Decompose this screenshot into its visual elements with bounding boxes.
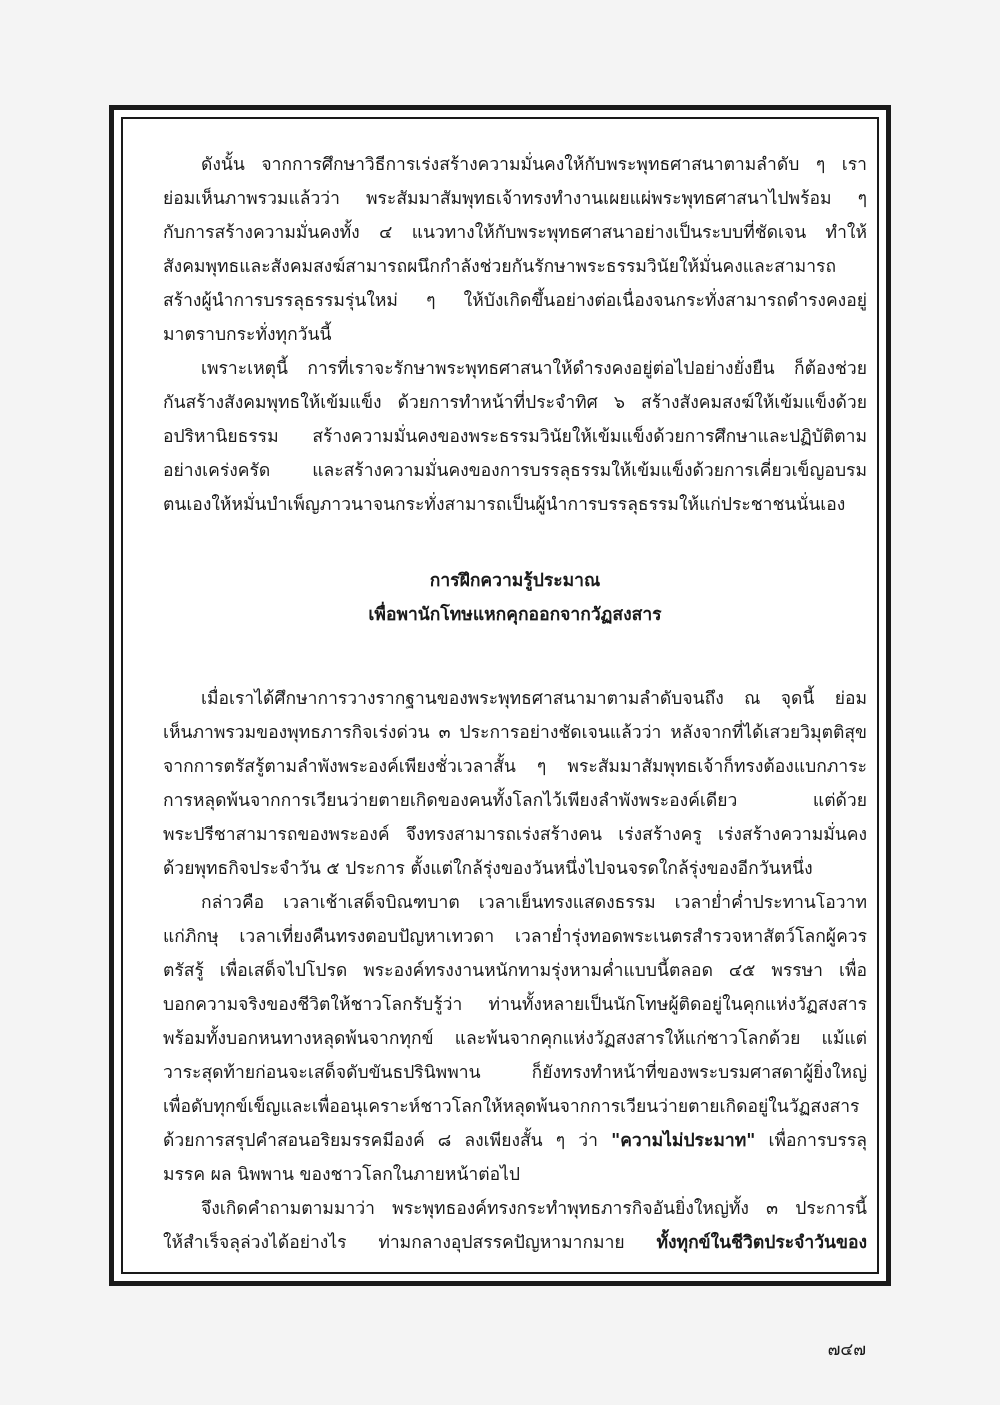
text-line: มรรค ผล นิพพาน ของชาวโลกในภายหน้าต่อไป <box>163 1165 521 1185</box>
text-line: กันสร้างสังคมพุทธให้เข้มแข็ง ด้วยการทำหน้าที่ประจำทิศ ๖ สร้างสังคมสงฆ์ให้เข้มแข็งด้วย <box>163 393 867 413</box>
text-line: ตนเองให้หมั่นบำเพ็ญภาวนาจนกระทั่งสามารถเป็นผู้นำการบรรลุธรรมให้แก่ประชาชนนั่นเอง <box>163 495 846 515</box>
paragraph-1 <box>163 148 867 352</box>
text-line: เพราะเหตุนี้ การที่เราจะรักษาพระพุทธศาสนาให้ดำรงคงอยู่ต่อไปอย่างยั่งยืน ก็ต้องช่วย <box>201 359 867 379</box>
text-line: กล่าวคือ เวลาเช้าเสด็จบิณฑบาต เวลาเย็นทรงแสดงธรรม เวลาย่ำค่ำประทานโอวาท <box>201 893 867 913</box>
text-line: สร้างผู้นำการบรรลุธรรมรุ่นใหม่ ๆ ให้บังเกิดขึ้นอย่างต่อเนื่องจนกระทั่งสามารถดำรงคงอยู่ <box>163 291 867 311</box>
text-line: จากการตรัสรู้ตามลำพังพระองค์เพียงชั่วเวลาสั้น ๆ พระสัมมาสัมพุทธเจ้าก็ทรงต้องแบกภาระ <box>163 757 867 777</box>
paragraph-4 <box>163 886 867 1192</box>
text-segment: เพื่อการบรรลุ <box>755 1131 867 1151</box>
text-line: วาระสุดท้ายก่อนจะเสด็จดับขันธปรินิพพาน ก็ยังทรงทำหน้าที่ของพระบรมศาสดาผู้ยิ่งใหญ่ <box>163 1063 867 1083</box>
text-line-with-emphasis <box>163 1226 867 1260</box>
text-line: เห็นภาพรวมของพุทธภารกิจเร่งด่วน ๓ ประการอย่างชัดเจนแล้วว่า หลังจากที่ได้เสวยวิมุตติสุข <box>163 723 867 743</box>
text-segment: ให้สำเร็จลุล่วงได้อย่างไร ท่ามกลางอุปสรรคปัญหามากมาย <box>163 1233 657 1253</box>
text-line: ด้วยพุทธกิจประจำวัน ๕ ประการ ตั้งแต่ใกล้รุ่งของวันหนึ่งไปจนจรดใกล้รุ่งของอีกวันหนึ่ง <box>163 859 813 879</box>
paragraph-3 <box>163 682 867 886</box>
text-line: การหลุดพ้นจากการเวียนว่ายตายเกิดของคนทั้งโลกไว้เพียงลำพังพระองค์เดียว แต่ด้วย <box>163 791 867 811</box>
text-line: พร้อมทั้งบอกหนทางหลุดพ้นจากทุกข์ และพ้นจากคุกแห่งวัฏสงสารให้แก่ชาวโลกด้วย แม้แต่ <box>163 1029 867 1049</box>
page-number: ๗๔๗ <box>827 1340 866 1360</box>
text-line-with-emphasis <box>163 1124 867 1158</box>
text-line: บอกความจริงของชีวิตให้ชาวโลกรับรู้ว่า ท่านทั้งหลายเป็นนักโทษผู้ติดอยู่ในคุกแห่งวัฏสงสาร <box>163 995 867 1015</box>
text-line: เพื่อดับทุกข์เข็ญและเพื่ออนุเคราะห์ชาวโลกให้หลุดพ้นจากการเวียนว่ายตายเกิดอยู่ในวัฏสงสาร <box>163 1097 860 1117</box>
text-line: เมื่อเราได้ศึกษาการวางรากฐานของพระพุทธศาสนามาตามลำดับจนถึง ณ จุดนี้ ย่อม <box>201 689 867 709</box>
text-line: ดังนั้น จากการศึกษาวิธีการเร่งสร้างความมั่นคงให้กับพระพุทธศาสนาตามลำดับ ๆ เรา <box>201 155 867 175</box>
paragraph-5 <box>163 1192 867 1260</box>
emphasis-phrase: "ความไม่ประมาท" <box>611 1131 756 1151</box>
text-line: จึงเกิดคำถามตามมาว่า พระพุทธองค์ทรงกระทำพุทธภารกิจอันยิ่งใหญ่ทั้ง ๓ ประการนี้ <box>201 1199 867 1219</box>
text-line: ตรัสรู้ เพื่อเสด็จไปโปรด พระองค์ทรงงานหนักทามรุ่งหามค่ำแบบนี้ตลอด ๔๕ พรรษา เพื่อ <box>163 961 867 981</box>
text-line: มาตราบกระทั่งทุกวันนี้ <box>163 325 332 345</box>
paragraph-2 <box>163 352 867 522</box>
section-heading <box>163 564 867 632</box>
text-line: สังคมพุทธและสังคมสงฆ์สามารถผนึกกำลังช่วยกันรักษาพระธรรมวินัยให้มั่นคงและสามารถ <box>163 257 837 277</box>
heading-line-2: เพื่อพานักโทษแหกคุกออกจากวัฏสงสาร <box>368 605 662 625</box>
text-segment: ด้วยการสรุปคำสอนอริยมรรคมีองค์ ๘ ลงเพียงสั้น ๆ ว่า <box>163 1131 612 1151</box>
text-line: ย่อมเห็นภาพรวมแล้วว่า พระสัมมาสัมพุทธเจ้าทรงทำงานเผยแผ่พระพุทธศาสนาไปพร้อม ๆ <box>163 189 867 209</box>
text-line: อย่างเคร่งครัด และสร้างความมั่นคงของการบรรลุธรรมให้เข้มแข็งด้วยการเคี่ยวเข็ญอบรม <box>163 461 867 481</box>
text-line: พระปรีชาสามารถของพระองค์ จึงทรงสามารถเร่งสร้างคน เร่งสร้างครู เร่งสร้างความมั่นคง <box>163 825 867 845</box>
emphasis-phrase: ทั้งทุกข์ในชีวิตประจำวันของ <box>656 1233 867 1253</box>
page-content <box>163 148 867 1260</box>
heading-line-1: การฝึกความรู้ประมาณ <box>429 571 601 591</box>
text-line: แก่ภิกษุ เวลาเที่ยงคืนทรงตอบปัญหาเทวดา เวลาย่ำรุ่งทอดพระเนตรสำรวจหาสัตว์โลกผู้ควร <box>163 927 867 947</box>
text-line: กับการสร้างความมั่นคงทั้ง ๔ แนวทางให้กับพระพุทธศาสนาอย่างเป็นระบบที่ชัดเจน ทำให้ <box>163 223 867 243</box>
text-line: อปริหานิยธรรม สร้างความมั่นคงของพระธรรมวินัยให้เข้มแข็งด้วยการศึกษาและปฏิบัติตาม <box>163 427 867 447</box>
